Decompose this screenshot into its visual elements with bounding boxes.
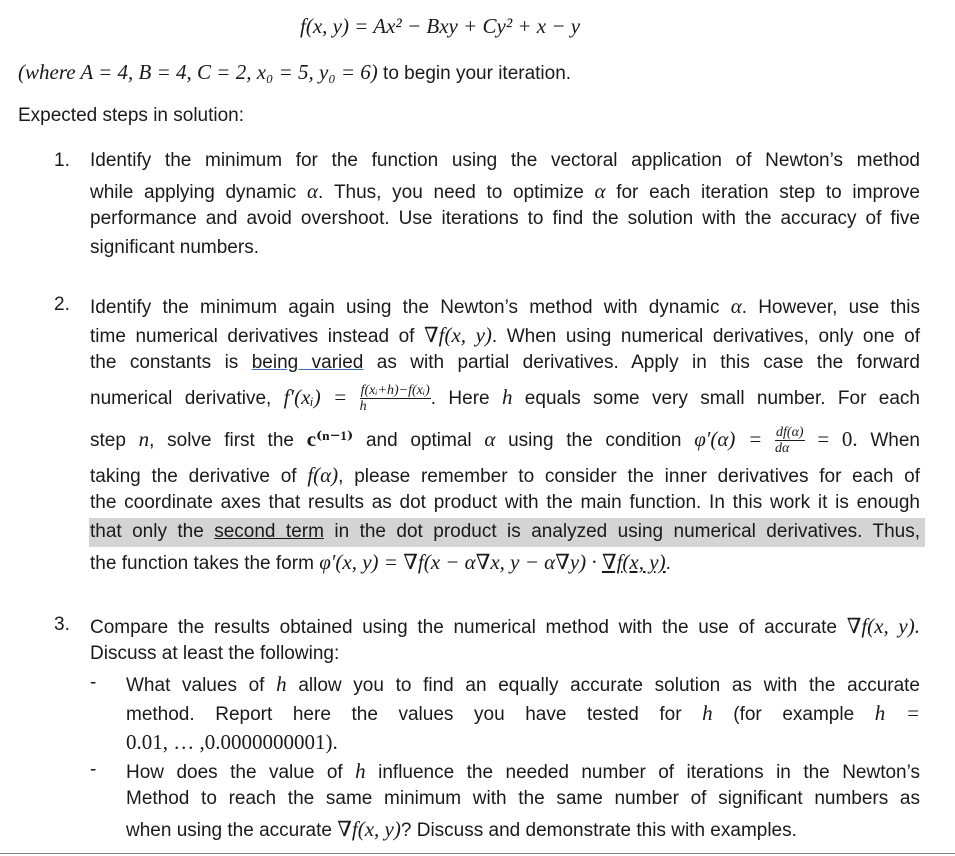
bullet-2-line-3: when using the accurate ∇f(x, y)? Discuss and demonstrate this with examples. (126, 817, 797, 841)
gradient-underlined: ∇f(x, y) (601, 550, 666, 574)
item-3-line-1: Compare the results obtained using the numerical method with the use of accurate ∇f(x, y). (90, 614, 920, 638)
bullet-2-line-2: Method to reach the same minimum with the same number of significant numbers as (126, 788, 920, 809)
item-3-number: 3. (54, 614, 70, 635)
item-2-line-6: taking the derivative of f(α), please remember to consider the inner derivatives for each of (90, 463, 920, 487)
bullet-1-line-3: 0.01, … ,0.0000000001). (126, 730, 338, 754)
initial-values-line (18, 60, 571, 85)
bullet-1-line-2: method. Report here the values you have tested for h (for example h = (126, 701, 921, 725)
item-2-line-9: the function takes the form φ′(x, y) = ∇f(x − α∇x, y − α∇y) · ∇f(x, y). (90, 550, 671, 574)
phi-derivative-fraction: $\frac{df(\alpha)}{d\alpha}$ (775, 425, 804, 457)
initial-values-text: to begin your iteration. (377, 63, 572, 84)
bullet-2-dash: - (90, 759, 97, 780)
item-3-line-2: Discuss at least the following: (90, 643, 340, 664)
function-equation: f(x, y) = Ax² − Bxy + Cy² + x − y (300, 14, 581, 38)
item-1-line-4: significant numbers. (90, 237, 259, 258)
section-heading: Expected steps in solution: (18, 105, 245, 126)
item-2-line-8: that only the second term in the dot product is analyzed using numerical derivatives. Thus, (90, 521, 921, 542)
second-term-underlined: second term (214, 521, 324, 542)
page-bottom-rule (0, 853, 955, 854)
item-1-line-3: performance and avoid overshoot. Use iterations to find the solution with the accuracy of five (90, 208, 920, 229)
bullet-1-dash: - (90, 672, 97, 693)
initial-values-math: (where A = 4, B = 4, C = 2, x₀ = 5, y₀ = 6) (18, 60, 378, 84)
item-2-line-2: time numerical derivatives instead of ∇f(x, y). When using numerical derivatives, only one of (90, 323, 920, 347)
item-2-line-7: the coordinate axes that results as dot product with the main function. In this work it is enough (90, 492, 920, 513)
item-1-line-2: while applying dynamic α. Thus, you need to optimize α for each iteration step to improve (90, 179, 921, 203)
item-1-line-1: Identify the minimum for the function using the vectoral application of Newton’s method (90, 150, 920, 171)
item-2-line-4: numerical derivative, f′(xᵢ) = $\frac{\text{f(xᵢ+h)−f(xᵢ)}}{h}$ . Here h equals some very small number. For each (90, 383, 920, 415)
item-1-number: 1. (54, 150, 70, 171)
item-2-line-1: Identify the minimum again using the Newton’s method with dynamic α. However, use this (90, 294, 920, 318)
item-2-line-5: step n, solve first the c⁽ⁿ⁻¹⁾ and optimal α using the condition φ′(α) = $\frac{df(\alpha)}{d\alpha}$ = 0. When (90, 425, 920, 457)
item-2-line-3: the constants is being varied as with partial derivatives. Apply in this case the forward (90, 352, 920, 373)
item-2-number: 2. (54, 294, 70, 315)
forward-derivative-fraction: $\frac{\text{f(xᵢ+h)−f(xᵢ)}}{h}$ (359, 383, 430, 415)
bullet-1-line-1: What values of h allow you to find an equally accurate solution as with the accurate (126, 672, 920, 696)
being-varied-underlined: being varied (251, 352, 364, 373)
bullet-2-line-1: How does the value of h influence the needed number of iterations in the Newton’s (126, 759, 920, 783)
